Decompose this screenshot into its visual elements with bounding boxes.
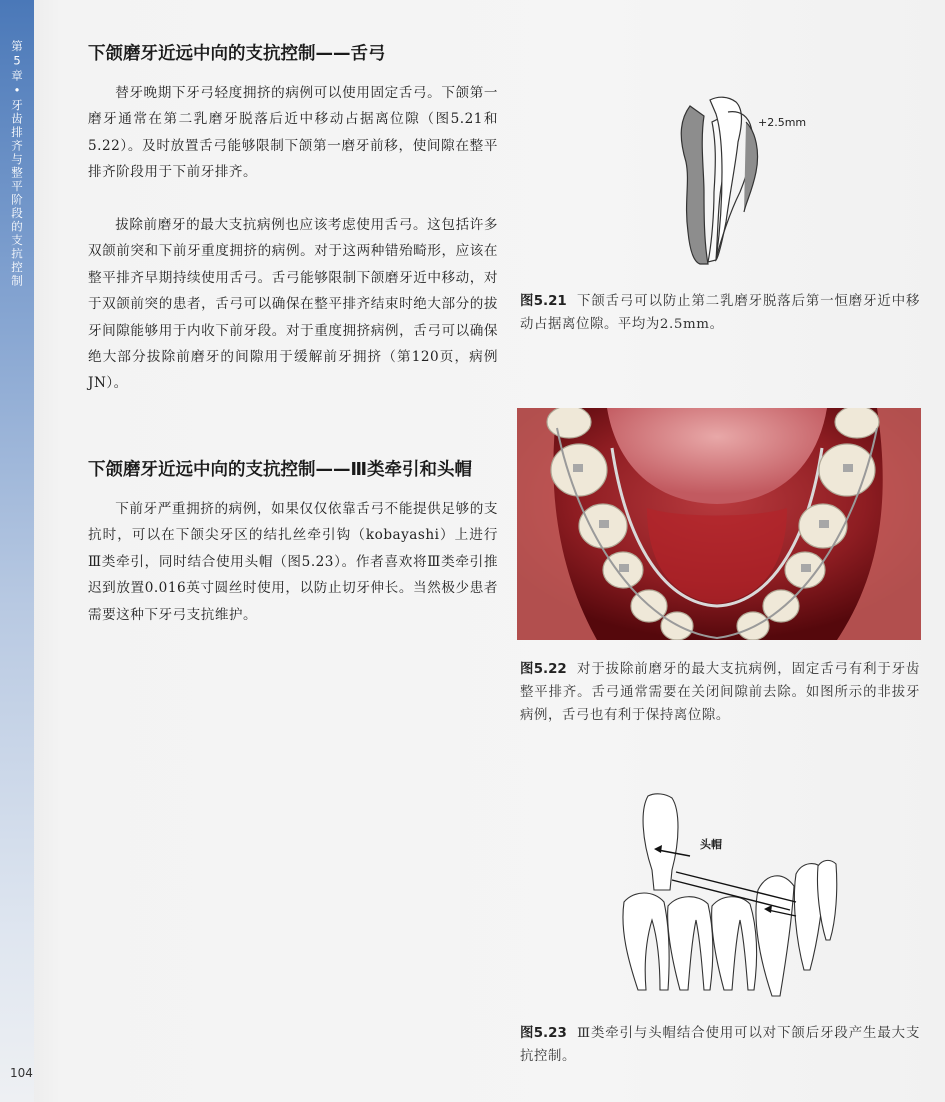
figure-5-22-label: 图5.22 (520, 662, 567, 677)
figure-5-22-photo (517, 408, 921, 640)
figure-5-21-text: 下颌舌弓可以防止第二乳磨牙脱落后第一恒磨牙近中移动占据离位隙。平均为2.5mm。 (520, 294, 920, 332)
figure-5-21-annotation: +2.5mm (758, 116, 807, 129)
figure-5-23-text: Ⅲ类牵引与头帽结合使用可以对下颌后牙段产生最大支抗控制。 (520, 1026, 920, 1064)
chapter-title-vertical: 第5章•牙齿排齐与整平阶段的支抗控制 (10, 40, 24, 288)
paragraph-2: 拔除前磨牙的最大支抗病例也应该考虑使用舌弓。这包括许多双颌前突和下前牙重度拥挤的病例。对于这两种错殆畸形，应该在整平排齐早期持续使用舌弓。舌弓能够限制下颌磨牙近中移动，对于双颌前突的患者，舌弓可以确保在整平排齐结束时绝大部分的拔牙间隙能够用于内收下前牙段。对于重度拥挤病例，舌弓可以确保绝大部分拔除前磨牙的间隙用于缓解前牙拥挤（第120页，病例JN）。 (88, 217, 498, 392)
figure-5-21-label: 图5.21 (520, 294, 567, 309)
section-heading-class3-headgear: 下颌磨牙近远中向的支抗控制——Ⅲ类牵引和头帽 (88, 460, 473, 480)
page-number: 104 (10, 1066, 33, 1080)
paragraph-1: 替牙晚期下牙弓轻度拥挤的病例可以使用固定舌弓。下颌第一磨牙通常在第二乳磨牙脱落后近中移动占据离位隙（图5.21和5.22）。及时放置舌弓能够限制下颌第一磨牙前移，使间隙在整平排齐阶段用于下前牙排齐。 (88, 85, 498, 181)
figure-5-23-caption (520, 1022, 920, 1068)
paragraph-3: 下前牙严重拥挤的病例，如果仅仅依靠舌弓不能提供足够的支抗时，可以在下颌尖牙区的结扎丝牵引钩（kobayashi）上进行Ⅲ类牵引，同时结合使用头帽（图5.23）。作者喜欢将Ⅲ类牵引推迟到放置0.016英寸圆丝时使用，以防止切牙伸长。当然极少患者需要这种下牙弓支抗维护。 (88, 501, 498, 623)
section-heading-lingual-arch: 下颌磨牙近远中向的支抗控制——舌弓 (88, 44, 386, 64)
figure-5-23-annotation: 头帽 (700, 838, 722, 851)
chapter-sidebar (0, 0, 34, 1102)
figure-5-21-molar-drawing (660, 92, 830, 272)
figure-5-23-teeth-drawing (610, 790, 850, 1010)
figure-5-22-caption (520, 658, 920, 727)
figure-5-22-text: 对于拔除前磨牙的最大支抗病例，固定舌弓有利于牙齿整平排齐。舌弓通常需要在关闭间隙前去除。如图所示的非拔牙病例，舌弓也有利于保持离位隙。 (520, 662, 920, 723)
figure-5-23-label: 图5.23 (520, 1026, 567, 1041)
figure-5-21-caption (520, 290, 920, 336)
